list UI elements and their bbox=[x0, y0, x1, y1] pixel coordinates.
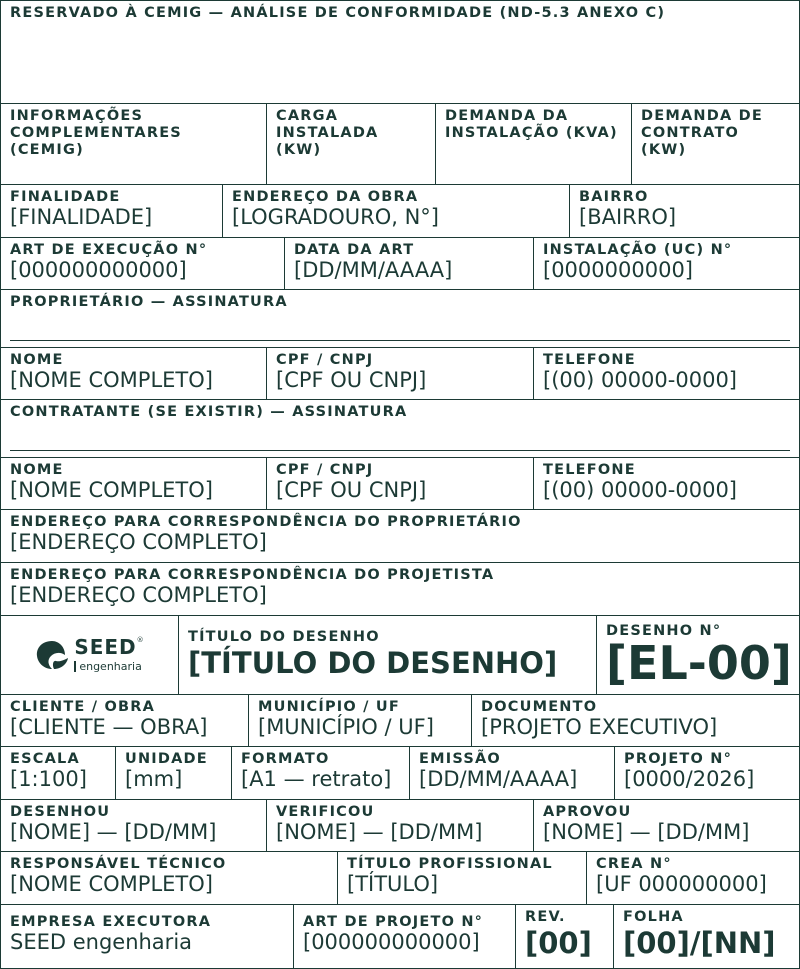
correspondencia-proprietario-label: ENDEREÇO PARA CORRESPONDÊNCIA DO PROPRIETÁRIO bbox=[10, 514, 522, 530]
demanda-instalacao-label: DEMANDA DA INSTALAÇÃO (KVA) bbox=[445, 108, 618, 141]
rev-value: [00] bbox=[525, 926, 592, 960]
correspondencia-projetista-cell bbox=[1, 563, 799, 615]
art-row bbox=[1, 238, 799, 290]
titulo-profissional-label: TÍTULO PROFISSIONAL bbox=[347, 856, 553, 872]
data-art-label: DATA DA ART bbox=[294, 242, 415, 258]
desenho-numero-cell bbox=[597, 616, 799, 694]
cliente-value: [CLIENTE — OBRA] bbox=[10, 715, 208, 739]
municipio-value: [MUNICÍPIO / UF] bbox=[258, 715, 434, 739]
contratante-cpf-cell bbox=[267, 458, 534, 509]
bairro-cell bbox=[570, 185, 799, 237]
desenho-row bbox=[1, 616, 799, 695]
proprietario-cpf-value: [CPF OU CNPJ] bbox=[276, 368, 427, 392]
aprovou-cell bbox=[534, 800, 799, 851]
contratante-nome-value: [NOME COMPLETO] bbox=[10, 478, 213, 502]
proprietario-dados-row bbox=[1, 348, 799, 400]
demanda-contrato-label: DEMANDA DE CONTRATO (KW) bbox=[641, 108, 763, 158]
complementares-cell bbox=[1, 104, 267, 184]
escala-cell bbox=[1, 747, 116, 799]
contratante-assinatura-row bbox=[1, 400, 799, 458]
proprietario-telefone-cell bbox=[534, 348, 799, 399]
company-logo bbox=[34, 637, 144, 673]
aprovacao-row bbox=[1, 800, 799, 852]
obra-row bbox=[1, 185, 799, 238]
contratante-telefone-value: [(00) 00000-0000] bbox=[543, 478, 737, 502]
unidade-value: [mm] bbox=[125, 767, 183, 791]
empresa-row bbox=[1, 905, 799, 968]
contratante-cpf-value: [CPF OU CNPJ] bbox=[276, 478, 427, 502]
rev-label: REV. bbox=[525, 909, 566, 925]
folha-value: [00]/[NN] bbox=[623, 926, 776, 960]
projeto-cell bbox=[615, 747, 799, 799]
projeto-label: PROJETO N° bbox=[624, 751, 733, 767]
titulo-desenho-value: [TÍTULO DO DESENHO] bbox=[188, 646, 558, 680]
desenho-numero-label: DESENHO N° bbox=[606, 623, 722, 639]
desenhou-cell bbox=[1, 800, 267, 851]
responsavel-row bbox=[1, 852, 799, 905]
documento-cell bbox=[472, 695, 799, 746]
demanda-contrato-cell bbox=[632, 104, 799, 184]
crea-label: CREA N° bbox=[596, 856, 672, 872]
proprietario-assinatura-cell bbox=[1, 290, 799, 347]
contratante-nome-cell bbox=[1, 458, 267, 509]
cemig-reserved-cell bbox=[1, 1, 799, 103]
art-execucao-cell bbox=[1, 238, 285, 289]
formato-label: FORMATO bbox=[241, 751, 330, 767]
art-execucao-value: [000000000000] bbox=[10, 258, 187, 282]
logo-wordmark bbox=[74, 637, 144, 673]
escala-value: [1:100] bbox=[10, 767, 87, 791]
folha-cell bbox=[614, 905, 799, 968]
art-projeto-label: ART DE PROJETO N° bbox=[303, 914, 484, 930]
municipio-label: MUNICÍPIO / UF bbox=[258, 699, 400, 715]
cliente-row bbox=[1, 695, 799, 747]
finalidade-value: [FINALIDADE] bbox=[10, 205, 153, 229]
correspondencia-proprietario-row bbox=[1, 510, 799, 563]
empresa-value: SEED engenharia bbox=[10, 930, 193, 954]
contratante-nome-label: NOME bbox=[10, 462, 64, 478]
escala-label: ESCALA bbox=[10, 751, 80, 767]
titulo-profissional-cell bbox=[338, 852, 587, 904]
aprovou-value: [NOME] — [DD/MM] bbox=[543, 820, 750, 844]
responsavel-cell bbox=[1, 852, 338, 904]
contratante-assinatura-label: CONTRATANTE (SE EXISTIR) — ASSINATURA bbox=[10, 404, 408, 420]
endereco-obra-label: ENDEREÇO DA OBRA bbox=[232, 189, 419, 205]
responsavel-value: [NOME COMPLETO] bbox=[10, 872, 213, 896]
contratante-signature-line bbox=[10, 450, 790, 451]
data-art-value: [DD/MM/AAAA] bbox=[294, 258, 453, 282]
projeto-value: [0000/2026] bbox=[624, 767, 755, 791]
folha-label: FOLHA bbox=[623, 909, 684, 925]
emissao-label: EMISSÃO bbox=[419, 751, 501, 767]
emissao-value: [DD/MM/AAAA] bbox=[419, 767, 578, 791]
finalidade-cell bbox=[1, 185, 223, 237]
correspondencia-projetista-value: [ENDEREÇO COMPLETO] bbox=[10, 583, 267, 607]
proprietario-assinatura-label: PROPRIETÁRIO — ASSINATURA bbox=[10, 294, 288, 310]
carga-cell bbox=[267, 104, 436, 184]
data-art-cell bbox=[285, 238, 534, 289]
desenhou-label: DESENHOU bbox=[10, 804, 111, 820]
proprietario-telefone-label: TELEFONE bbox=[543, 352, 636, 368]
formato-cell bbox=[232, 747, 410, 799]
unidade-cell bbox=[116, 747, 232, 799]
instalacao-label: INSTALAÇÃO (UC) N° bbox=[543, 242, 733, 258]
proprietario-nome-label: NOME bbox=[10, 352, 64, 368]
logo-subtitle: engenharia bbox=[74, 661, 142, 672]
desenhou-value: [NOME] — [DD/MM] bbox=[10, 820, 217, 844]
contratante-cpf-label: CPF / CNPJ bbox=[276, 462, 374, 478]
bairro-label: BAIRRO bbox=[579, 189, 649, 205]
art-execucao-label: ART DE EXECUÇÃO N° bbox=[10, 242, 208, 258]
endereco-obra-cell bbox=[223, 185, 570, 237]
contratante-assinatura-cell bbox=[1, 400, 799, 457]
contratante-telefone-cell bbox=[534, 458, 799, 509]
carga-label: CARGA INSTALADA (KW) bbox=[276, 108, 379, 158]
proprietario-nome-value: [NOME COMPLETO] bbox=[10, 368, 213, 392]
cemig-reserved-label: RESERVADO À CEMIG — ANÁLISE DE CONFORMIDADE (ND-5.3 ANEXO C) bbox=[10, 5, 666, 21]
cliente-cell bbox=[1, 695, 249, 746]
finalidade-label: FINALIDADE bbox=[10, 189, 121, 205]
desenho-numero-value: [EL-00] bbox=[606, 636, 792, 690]
documento-value: [PROJETO EXECUTIVO] bbox=[481, 715, 718, 739]
logo-registered-mark: ® bbox=[136, 636, 145, 644]
emissao-cell bbox=[410, 747, 615, 799]
municipio-cell bbox=[249, 695, 472, 746]
crea-cell bbox=[587, 852, 799, 904]
contratante-telefone-label: TELEFONE bbox=[543, 462, 636, 478]
verificou-value: [NOME] — [DD/MM] bbox=[276, 820, 483, 844]
correspondencia-proprietario-value: [ENDEREÇO COMPLETO] bbox=[10, 530, 267, 554]
proprietario-cpf-cell bbox=[267, 348, 534, 399]
correspondencia-proprietario-cell bbox=[1, 510, 799, 562]
crea-value: [UF 000000000] bbox=[596, 872, 767, 896]
specs-row bbox=[1, 747, 799, 800]
verificou-cell bbox=[267, 800, 534, 851]
endereco-obra-value: [LOGRADOURO, N°] bbox=[232, 205, 439, 229]
proprietario-nome-cell bbox=[1, 348, 267, 399]
instalacao-cell bbox=[534, 238, 799, 289]
company-logo-cell bbox=[1, 616, 179, 694]
cemig-reserved-row bbox=[1, 1, 799, 104]
unidade-label: UNIDADE bbox=[125, 751, 208, 767]
art-projeto-value: [000000000000] bbox=[303, 930, 480, 954]
instalacao-value: [0000000000] bbox=[543, 258, 693, 282]
documento-label: DOCUMENTO bbox=[481, 699, 598, 715]
titulo-desenho-label: TÍTULO DO DESENHO bbox=[188, 629, 380, 645]
complementares-label: INFORMAÇÕES COMPLEMENTARES (CEMIG) bbox=[10, 108, 182, 158]
empresa-cell bbox=[1, 905, 294, 968]
empresa-label: EMPRESA EXECUTORA bbox=[10, 914, 212, 930]
proprietario-telefone-value: [(00) 00000-0000] bbox=[543, 368, 737, 392]
formato-value: [A1 — retrato] bbox=[241, 767, 392, 791]
correspondencia-projetista-label: ENDEREÇO PARA CORRESPONDÊNCIA DO PROJETISTA bbox=[10, 567, 495, 583]
titulo-desenho-cell bbox=[179, 616, 597, 694]
contratante-dados-row bbox=[1, 458, 799, 510]
demanda-instalacao-cell bbox=[436, 104, 632, 184]
logo-name: SEED bbox=[74, 635, 137, 659]
cliente-label: CLIENTE / OBRA bbox=[10, 699, 156, 715]
cemig-info-row bbox=[1, 104, 799, 185]
rev-cell bbox=[516, 905, 614, 968]
titulo-profissional-value: [TÍTULO] bbox=[347, 872, 439, 896]
aprovou-label: APROVOU bbox=[543, 804, 632, 820]
proprietario-cpf-label: CPF / CNPJ bbox=[276, 352, 374, 368]
correspondencia-projetista-row bbox=[1, 563, 799, 616]
proprietario-assinatura-row bbox=[1, 290, 799, 348]
seed-logo-icon bbox=[34, 638, 70, 672]
proprietario-signature-line bbox=[10, 340, 790, 341]
bairro-value: [BAIRRO] bbox=[579, 205, 677, 229]
verificou-label: VERIFICOU bbox=[276, 804, 375, 820]
art-projeto-cell bbox=[294, 905, 516, 968]
responsavel-label: RESPONSÁVEL TÉCNICO bbox=[10, 856, 227, 872]
